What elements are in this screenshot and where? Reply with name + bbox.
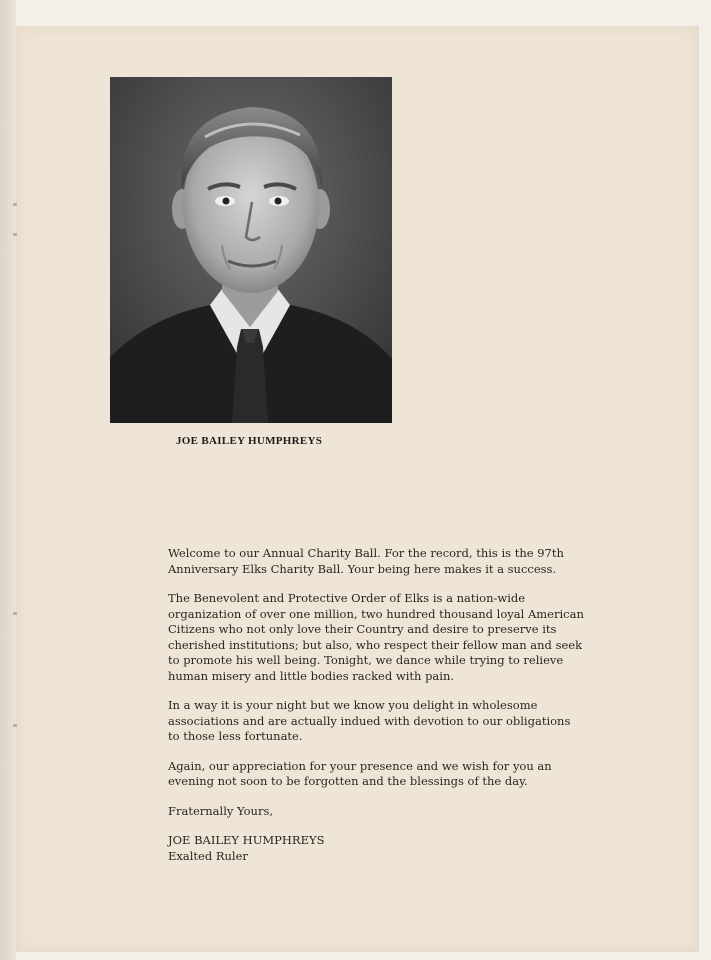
letter-paragraph (168, 698, 688, 745)
letter-line: The Benevolent and Protective Order of Elks is a nation-wide (168, 591, 526, 605)
letter-line: Anniversary Elks Charity Ball. Your being here makes it a success. (168, 561, 557, 576)
letter-line: Again, our appreciation for your presence and we wish for you an (168, 758, 552, 773)
letter-line: human misery and little bodies racked with pain. (168, 668, 455, 683)
program-page (16, 26, 699, 952)
letter-paragraph (168, 591, 688, 684)
letter-closing: Fraternally Yours, (168, 803, 274, 818)
letter-line: Citizens who not only love their Country and desire to preserve its (168, 622, 557, 636)
page-edge-shadow (0, 0, 16, 960)
signature-name: JOE BAILEY HUMPHREYS (168, 833, 325, 847)
letter-paragraph (168, 759, 688, 790)
letter-line: cherished institutions; but also, who respect their fellow man and seek (168, 637, 583, 652)
signature-block (168, 833, 688, 864)
letter-line: Welcome to our Annual Charity Ball. For the record, this is the 97th (168, 546, 564, 560)
binding-mark (13, 612, 17, 615)
letter-line: evening not soon to be forgotten and the blessings of the day. (168, 774, 528, 788)
letter-line: organization of over one million, two hundred thousand loyal American (168, 606, 584, 621)
photo-caption: JOE BAILEY HUMPHREYS (176, 435, 323, 447)
letter-line: associations and are actually indued with devotion to our obligations (168, 713, 571, 728)
letter-line: to those less fortunate. (168, 729, 303, 743)
letter-line: In a way it is your night but we know you delight in wholesome (168, 698, 538, 712)
binding-mark (13, 203, 17, 206)
binding-mark (13, 724, 17, 727)
portrait-illustration (110, 77, 392, 423)
letter-paragraph (168, 546, 688, 577)
welcome-letter (168, 546, 688, 864)
portrait-photo (110, 77, 392, 423)
letter-line: to promote his well being. Tonight, we dance while trying to relieve (168, 653, 564, 667)
signature-title: Exalted Ruler (168, 848, 248, 863)
binding-mark (13, 233, 17, 236)
